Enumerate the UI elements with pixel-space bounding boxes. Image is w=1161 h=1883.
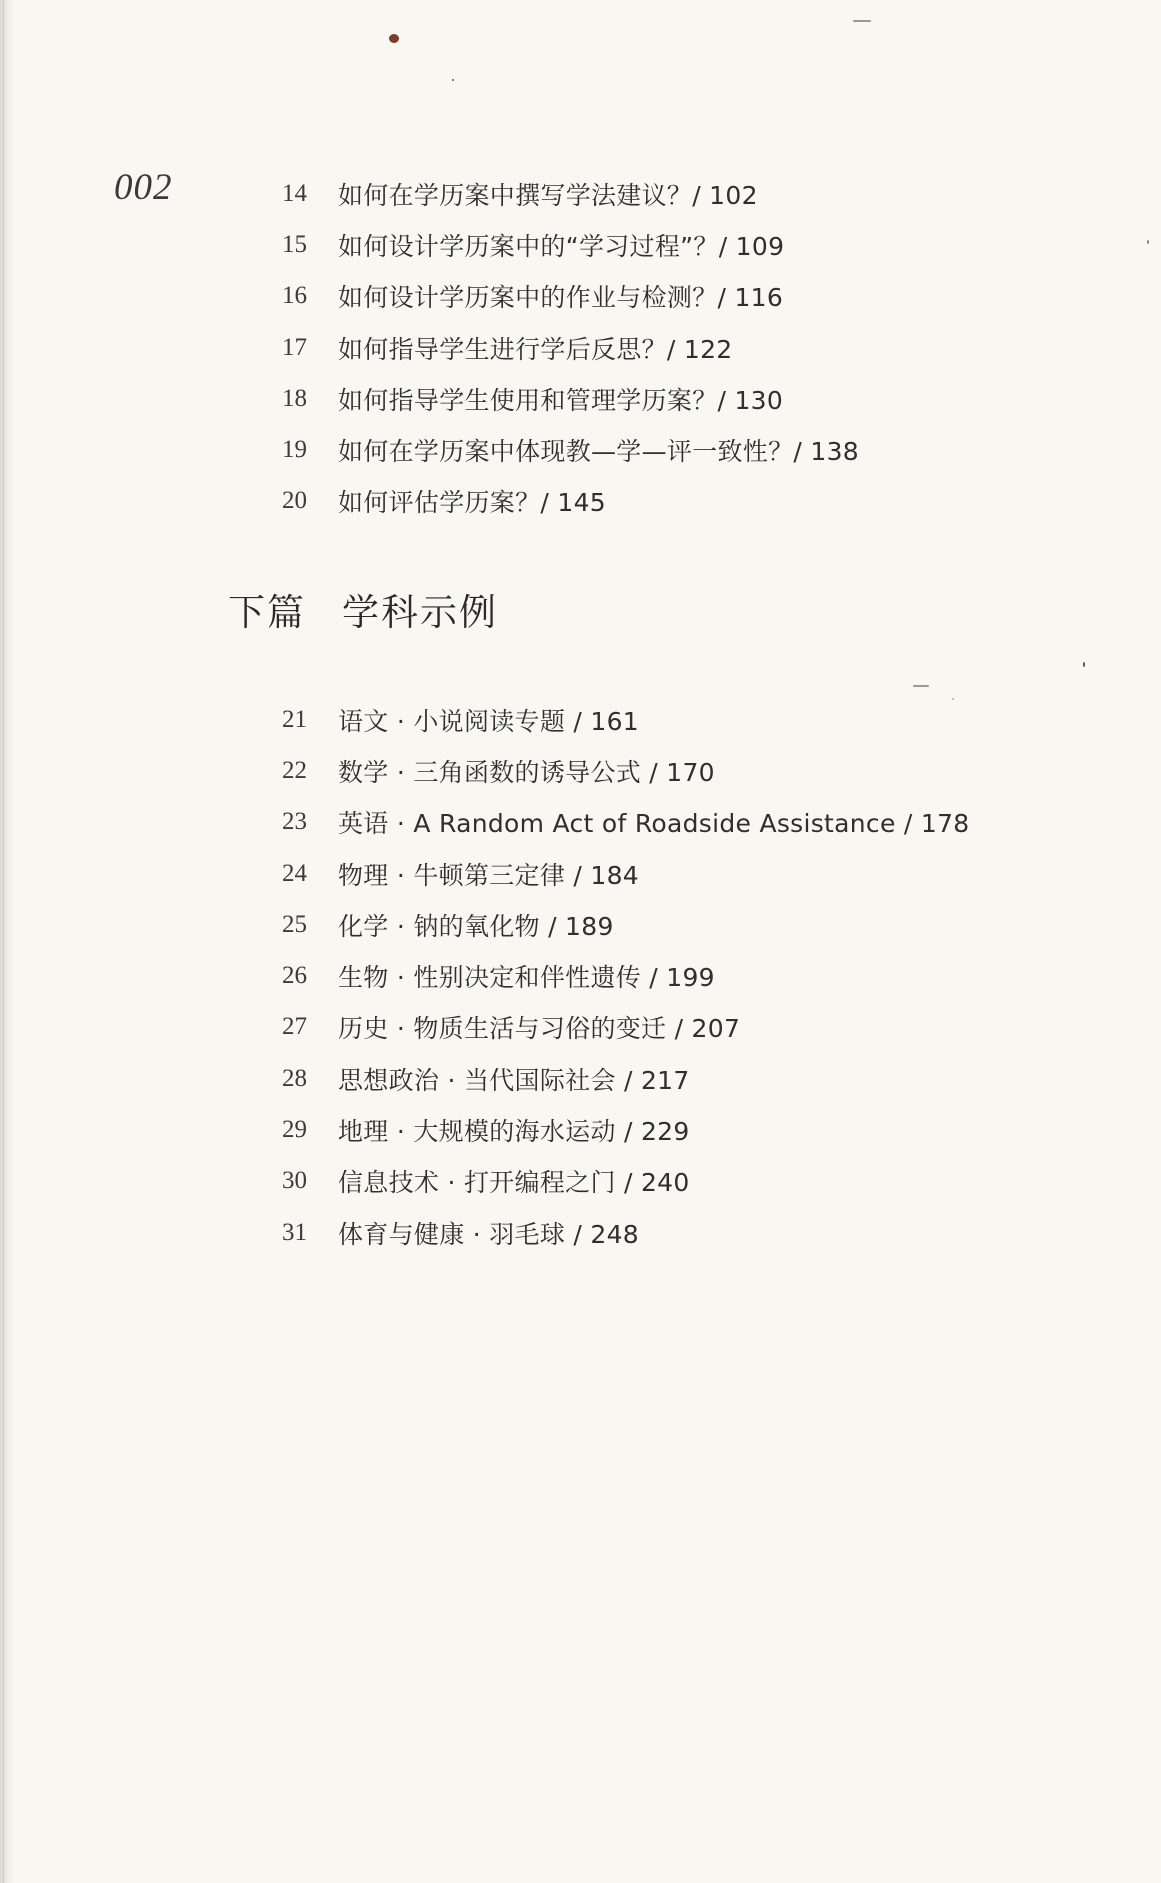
toc-entry-number: 14 <box>282 179 307 207</box>
toc-entry-number: 20 <box>282 487 307 515</box>
toc-entry-title: 地理 · 大规模的海水运动 / 229 <box>338 1117 690 1147</box>
toc-entry <box>282 797 970 848</box>
toc-entry-number: 31 <box>282 1218 307 1246</box>
toc-entry <box>282 271 859 322</box>
toc-entry <box>282 219 859 270</box>
toc-entry-title: 如何指导学生使用和管理学历案？/ 130 <box>338 385 784 415</box>
toc-entry-number: 22 <box>282 756 307 784</box>
section-label: 下篇 <box>228 591 306 634</box>
toc-list-part2 <box>282 694 970 1258</box>
toc-entry-number: 26 <box>282 962 307 990</box>
toc-entry-number: 28 <box>282 1064 307 1092</box>
toc-entry <box>282 950 970 1001</box>
toc-entry-title: 物理 · 牛顿第三定律 / 184 <box>338 860 639 890</box>
toc-entry <box>282 322 859 373</box>
toc-entry <box>282 476 859 527</box>
toc-entry-title: 体育与健康 · 羽毛球 / 248 <box>338 1219 639 1249</box>
scan-speck <box>853 20 871 22</box>
toc-entry <box>282 1156 970 1207</box>
toc-entry <box>282 899 970 950</box>
toc-entry-number: 19 <box>282 436 307 464</box>
scan-speck <box>913 685 929 687</box>
toc-entry <box>282 745 970 796</box>
toc-entry-number: 21 <box>282 705 307 733</box>
page-edge-line <box>3 0 4 1883</box>
page-number: 002 <box>114 167 173 208</box>
toc-entry <box>282 694 970 745</box>
toc-entry-number: 25 <box>282 910 307 938</box>
toc-entry-title: 化学 · 钠的氧化物 / 189 <box>338 911 614 941</box>
toc-entry-title: 思想政治 · 当代国际社会 / 217 <box>338 1065 690 1095</box>
toc-entry-title: 如何指导学生进行学后反思？/ 122 <box>338 334 733 364</box>
toc-entry-number: 18 <box>282 384 307 412</box>
toc-entry <box>282 1002 970 1053</box>
toc-entry-title: 如何设计学历案中的作业与检测？/ 116 <box>338 283 784 313</box>
toc-entry-number: 15 <box>282 230 307 258</box>
scan-speck <box>452 79 454 81</box>
scan-speck <box>1147 240 1149 244</box>
scan-speck <box>389 34 399 43</box>
toc-entry-title: 语文 · 小说阅读专题 / 161 <box>338 706 639 736</box>
toc-entry-number: 24 <box>282 859 307 887</box>
toc-entry-title: 如何评估学历案？/ 145 <box>338 488 606 518</box>
toc-entry-number: 30 <box>282 1167 307 1195</box>
toc-entry-title: 英语 · A Random Act of Roadside Assistance / 178 <box>338 809 970 839</box>
toc-entry <box>282 1207 970 1258</box>
section-heading <box>228 582 498 636</box>
toc-entry-number: 23 <box>282 808 307 836</box>
section-title: 学科示例 <box>342 591 498 634</box>
toc-entry <box>282 1104 970 1155</box>
toc-entry-number: 16 <box>282 282 307 310</box>
toc-entry-title: 如何在学历案中撰写学法建议？/ 102 <box>338 180 758 210</box>
toc-entry <box>282 424 859 475</box>
toc-entry-title: 如何在学历案中体现教—学—评一致性？/ 138 <box>338 437 859 467</box>
scan-speck <box>1083 662 1085 667</box>
toc-entry-title: 如何设计学历案中的“学习过程”？/ 109 <box>338 231 785 261</box>
toc-list-part1 <box>282 168 859 527</box>
toc-entry-title: 历史 · 物质生活与习俗的变迁 / 207 <box>338 1014 741 1044</box>
toc-entry-title: 数学 · 三角函数的诱导公式 / 170 <box>338 757 715 787</box>
toc-entry <box>282 1053 970 1104</box>
toc-entry <box>282 373 859 424</box>
toc-entry-number: 27 <box>282 1013 307 1041</box>
toc-entry-number: 29 <box>282 1116 307 1144</box>
toc-entry-number: 17 <box>282 333 307 361</box>
toc-entry <box>282 168 859 219</box>
toc-entry-title: 信息技术 · 打开编程之门 / 240 <box>338 1168 690 1198</box>
toc-entry <box>282 848 970 899</box>
toc-entry-title: 生物 · 性别决定和伴性遗传 / 199 <box>338 963 715 993</box>
